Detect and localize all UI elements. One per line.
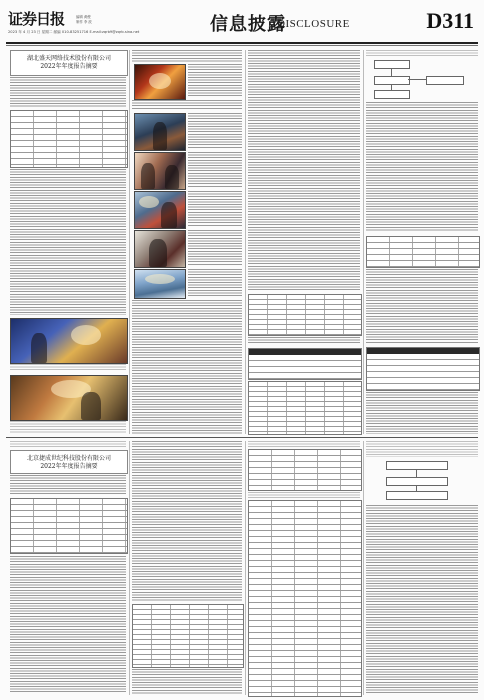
game-artwork-photo (10, 375, 128, 421)
text-block (10, 169, 126, 315)
masthead-rule-thin (6, 45, 478, 46)
bottom-report-header (10, 450, 128, 474)
top-report-title: 2022年年度报告摘要 (40, 63, 98, 70)
text-block (132, 669, 242, 695)
game-artwork-photo (134, 152, 186, 190)
company-info-table (10, 498, 128, 554)
text-block (188, 191, 242, 227)
text-block (188, 269, 242, 297)
table-caption (248, 441, 360, 447)
editor-info (76, 15, 92, 25)
ownership-structure-diagram (366, 459, 478, 501)
diagram-caption (366, 441, 478, 457)
photo-caption (10, 421, 126, 433)
top-report-company: 湖北盛天网络技术股份有限公司 (26, 55, 111, 62)
text-block (10, 556, 126, 694)
text-block (132, 300, 242, 434)
text-block (366, 392, 478, 434)
text-block (188, 64, 242, 98)
text-block (188, 230, 242, 266)
game-artwork-photo (134, 191, 186, 229)
quarterly-data-table (248, 449, 362, 491)
photo-caption (10, 364, 126, 372)
game-artwork-photo (134, 113, 186, 151)
text-block (132, 50, 242, 62)
editor-line: 编辑 黄俊 (76, 15, 91, 19)
text-block (366, 102, 478, 232)
bond-info-table (366, 236, 480, 268)
financial-data-table (132, 604, 244, 668)
quarterly-data-table (248, 348, 362, 380)
masthead (6, 6, 478, 42)
stock-code-line (10, 441, 126, 448)
text-block (188, 152, 242, 188)
text-block (366, 269, 478, 343)
issue-info: 2023 年 4 月 23 日 星期二 邮编 010-83251716 E-mail:zqrb9@zqrb.sina.net (8, 30, 140, 34)
indicator-table (366, 347, 480, 391)
company-info-table (10, 110, 128, 168)
text-block (248, 337, 360, 345)
section-title: 信息披露 (210, 14, 286, 35)
section-english: DISCLOSURE (277, 18, 350, 30)
game-artwork-photo (10, 318, 128, 364)
financial-data-table (248, 294, 362, 336)
newspaper-logo: 证券日报 (8, 10, 65, 28)
text-block (10, 77, 126, 107)
table-caption (248, 492, 360, 498)
shareholder-table (248, 381, 362, 435)
section-divider (6, 437, 478, 438)
ownership-structure-diagram (366, 58, 478, 98)
text-block (188, 113, 242, 149)
bottom-report-company: 北京捷成世纪科技股份有限公司 (26, 455, 111, 462)
top-report-header (10, 50, 128, 76)
game-artwork-photo (134, 230, 186, 268)
diagram-caption (366, 50, 478, 56)
bottom-report-title: 2022年年度报告摘要 (40, 463, 98, 470)
masthead-rule (6, 42, 478, 44)
text-block (248, 50, 360, 290)
producer-line: 制作 李 波 (76, 20, 92, 24)
text-block (10, 475, 126, 495)
shareholder-table (248, 500, 362, 697)
game-artwork-photo (134, 64, 186, 100)
text-block (366, 505, 478, 695)
game-artwork-photo (134, 269, 186, 299)
text-block (132, 441, 242, 601)
page-number: D311 (426, 8, 474, 33)
text-block (132, 100, 242, 110)
